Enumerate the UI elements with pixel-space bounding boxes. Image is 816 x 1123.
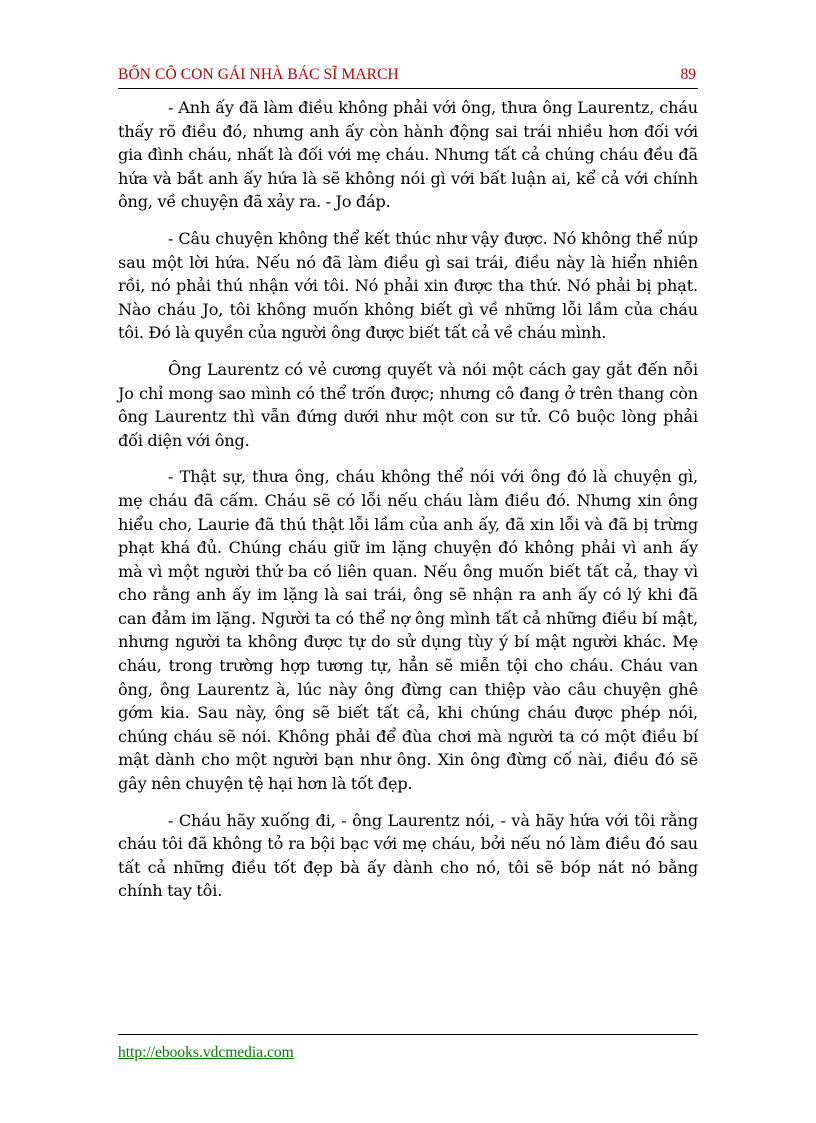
paragraph-5: - Cháu hãy xuống đi, - ông Laurentz nói, - và hãy hứa với tôi rằng cháu tôi đã không tỏ ra bội bạc với mẹ cháu, bởi nếu nó làm điều đó sau tất cả những điều tốt đẹp bà ấy dành cho nó, tôi sẽ bóp nát nó bằng chính tay tôi. (118, 810, 698, 901)
paragraph-3: Ông Laurentz có vẻ cương quyết và nói một cách gay gắt đến nỗi Jo chỉ mong sao mình có thể trốn được; nhưng cô đang ở trên thang còn ông Laurentz thì vẫn đứng dưới như một con sư tử. Cô buộc lòng phải đối diện với ông. (118, 359, 698, 450)
paragraph-2: - Câu chuyện không thể kết thúc như vậy được. Nó không thể núp sau một lời hứa. Nếu nó đã làm điều gì sai trái, điều này là hiển nhiên rồi, nó phải thú nhận với tôi. Nó phải xin được tha thứ. Nó phải bị phạt. Nào cháu Jo, tôi không muốn không biết gì về những lỗi lầm của cháu tôi. Đó là quyền của người ông được biết tất cả về cháu mình. (118, 228, 698, 343)
page-number: 89 (680, 66, 696, 83)
book-title: BỐN CÔ CON GÁI NHÀ BÁC SĨ MARCH (118, 66, 399, 83)
footer-link[interactable]: http://ebooks.vdcmedia.com (118, 1044, 294, 1061)
paragraph-1: - Anh ấy đã làm điều không phải với ông, thưa ông Laurentz, cháu thấy rõ điều đó, nhưng anh ấy còn hành động sai trái nhiều hơn đối với gia đình cháu, nhất là đối với mẹ cháu. Nhưng tất cả chúng cháu đều đã hứa và bắt anh ấy hứa là sẽ không nói gì với bất luận ai, kể cả với chính ông, về chuyện đã xảy ra. - Jo đáp. (118, 98, 698, 212)
page-header (118, 62, 698, 89)
paragraph-4: - Thật sự, thưa ông, cháu không thể nói với ông đó là chuyện gì, mẹ cháu đã cấm. Cháu sẽ có lỗi nếu cháu làm điều đó. Nhưng xin ông hiểu cho, Laurie đã thú thật lỗi lầm của anh ấy, đã xin lỗi và đã bị trừng phạt khá đủ. Chúng cháu giữ im lặng chuyện đó không phải vì anh ấy mà vì một người thứ ba có liên quan. Nếu ông muốn biết tất cả, thay vì cho rằng anh ấy im lặng là sai trái, ông sẽ nhận ra anh ấy có lý khi đã can đảm im lặng. Người ta có thể nợ ông mình tất cả những điều bí mật, nhưng người ta không được tự do sử dụng tùy ý bí mật người khác. Mẹ cháu, trong trường hợp tương tự, hẳn sẽ miễn tội cho cháu. Cháu van ông, ông Laurentz à, lúc này ông đừng can thiệp vào câu chuyện ghê gớm kia. Sau này, ông sẽ biết tất cả, khi chúng cháu được phép nói, chúng cháu sẽ nói. Không phải để đùa chơi mà người ta có một điều bí mật dành cho một người bạn như ông. Xin ông đừng cố nài, điều đó sẽ gây nên chuyện tệ hại hơn là tốt đẹp. (118, 467, 698, 794)
footer-divider (118, 1034, 698, 1035)
page-body (118, 96, 698, 916)
